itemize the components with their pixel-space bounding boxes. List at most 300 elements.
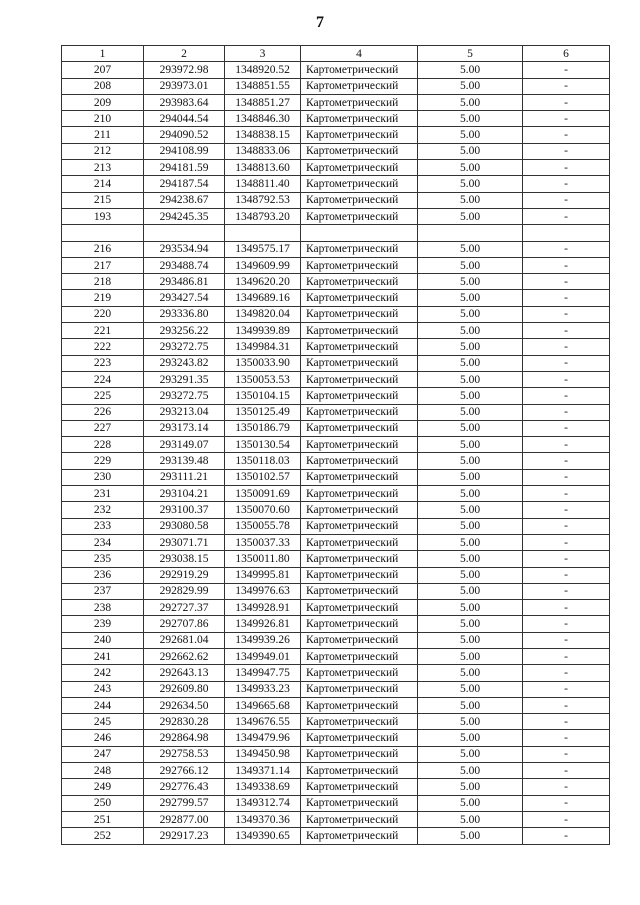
method-cell: Картометрический	[301, 290, 418, 306]
point-number-cell: 214	[62, 176, 144, 192]
accuracy-cell: 5.00	[418, 160, 523, 176]
point-number-cell: 235	[62, 551, 144, 567]
x-coordinate-cell: 292864.98	[144, 730, 225, 746]
y-coordinate-cell: 1350091.69	[225, 486, 301, 502]
x-coordinate-cell: 294245.35	[144, 208, 225, 224]
accuracy-cell: 5.00	[418, 127, 523, 143]
table-row	[62, 339, 610, 355]
table-row	[62, 257, 610, 273]
point-number-cell: 232	[62, 502, 144, 518]
point-number-cell: 226	[62, 404, 144, 420]
point-number-cell: 224	[62, 371, 144, 387]
method-cell: Картометрический	[301, 746, 418, 762]
description-cell: -	[523, 290, 610, 306]
y-coordinate-cell: 1349928.91	[225, 600, 301, 616]
table-row	[62, 323, 610, 339]
x-coordinate-cell	[144, 225, 225, 241]
y-coordinate-cell: 1350037.33	[225, 534, 301, 550]
x-coordinate-cell: 292799.57	[144, 795, 225, 811]
x-coordinate-cell: 293291.35	[144, 371, 225, 387]
point-number-cell: 245	[62, 714, 144, 730]
accuracy-cell: 5.00	[418, 763, 523, 779]
method-cell: Картометрический	[301, 648, 418, 664]
description-cell: -	[523, 339, 610, 355]
table-row	[62, 274, 610, 290]
table-row	[62, 143, 610, 159]
description-cell: -	[523, 600, 610, 616]
description-cell: -	[523, 681, 610, 697]
y-coordinate-cell: 1349620.20	[225, 274, 301, 290]
point-number-cell: 223	[62, 355, 144, 371]
method-cell: Картометрический	[301, 437, 418, 453]
table-row	[62, 94, 610, 110]
point-number-cell: 247	[62, 746, 144, 762]
column-header: 5	[418, 46, 523, 62]
y-coordinate-cell: 1349312.74	[225, 795, 301, 811]
accuracy-cell: 5.00	[418, 78, 523, 94]
y-coordinate-cell: 1349575.17	[225, 241, 301, 257]
y-coordinate-cell: 1349450.98	[225, 746, 301, 762]
method-cell: Картометрический	[301, 518, 418, 534]
table-row	[62, 306, 610, 322]
x-coordinate-cell: 293973.01	[144, 78, 225, 94]
point-number-cell: 249	[62, 779, 144, 795]
description-cell: -	[523, 127, 610, 143]
y-coordinate-cell: 1349479.96	[225, 730, 301, 746]
method-cell: Картометрический	[301, 62, 418, 78]
description-cell: -	[523, 795, 610, 811]
x-coordinate-cell: 294181.59	[144, 160, 225, 176]
table-row	[62, 502, 610, 518]
description-cell: -	[523, 502, 610, 518]
accuracy-cell: 5.00	[418, 257, 523, 273]
table-row	[62, 62, 610, 78]
description-cell: -	[523, 763, 610, 779]
y-coordinate-cell: 1349947.75	[225, 665, 301, 681]
accuracy-cell: 5.00	[418, 420, 523, 436]
accuracy-cell	[418, 225, 523, 241]
y-coordinate-cell: 1350055.78	[225, 518, 301, 534]
accuracy-cell: 5.00	[418, 192, 523, 208]
y-coordinate-cell: 1349939.89	[225, 323, 301, 339]
description-cell: -	[523, 828, 610, 844]
coordinates-table	[61, 45, 610, 845]
column-header: 2	[144, 46, 225, 62]
method-cell: Картометрический	[301, 616, 418, 632]
table-row	[62, 616, 610, 632]
accuracy-cell: 5.00	[418, 567, 523, 583]
y-coordinate-cell: 1349370.36	[225, 811, 301, 827]
column-header: 4	[301, 46, 418, 62]
x-coordinate-cell: 292727.37	[144, 600, 225, 616]
y-coordinate-cell: 1349949.01	[225, 648, 301, 664]
accuracy-cell: 5.00	[418, 437, 523, 453]
accuracy-cell: 5.00	[418, 339, 523, 355]
description-cell: -	[523, 404, 610, 420]
description-cell: -	[523, 648, 610, 664]
accuracy-cell: 5.00	[418, 388, 523, 404]
method-cell: Картометрический	[301, 323, 418, 339]
y-coordinate-cell	[225, 225, 301, 241]
y-coordinate-cell: 1349676.55	[225, 714, 301, 730]
table-row	[62, 453, 610, 469]
table-row	[62, 127, 610, 143]
point-number-cell: 213	[62, 160, 144, 176]
table-row	[62, 811, 610, 827]
x-coordinate-cell: 293427.54	[144, 290, 225, 306]
x-coordinate-cell: 292776.43	[144, 779, 225, 795]
description-cell: -	[523, 371, 610, 387]
method-cell: Картометрический	[301, 730, 418, 746]
method-cell: Картометрический	[301, 388, 418, 404]
point-number-cell: 248	[62, 763, 144, 779]
description-cell: -	[523, 420, 610, 436]
description-cell: -	[523, 616, 610, 632]
y-coordinate-cell: 1349338.69	[225, 779, 301, 795]
description-cell: -	[523, 257, 610, 273]
accuracy-cell: 5.00	[418, 583, 523, 599]
y-coordinate-cell: 1350130.54	[225, 437, 301, 453]
point-number-cell: 238	[62, 600, 144, 616]
description-cell: -	[523, 697, 610, 713]
x-coordinate-cell: 293173.14	[144, 420, 225, 436]
y-coordinate-cell: 1349371.14	[225, 763, 301, 779]
x-coordinate-cell: 294108.99	[144, 143, 225, 159]
method-cell: Картометрический	[301, 795, 418, 811]
x-coordinate-cell: 292877.00	[144, 811, 225, 827]
point-number-cell: 222	[62, 339, 144, 355]
point-number-cell: 241	[62, 648, 144, 664]
table-row	[62, 779, 610, 795]
description-cell: -	[523, 486, 610, 502]
description-cell: -	[523, 534, 610, 550]
point-number-cell: 215	[62, 192, 144, 208]
method-cell: Картометрический	[301, 567, 418, 583]
description-cell: -	[523, 192, 610, 208]
method-cell: Картометрический	[301, 241, 418, 257]
accuracy-cell: 5.00	[418, 779, 523, 795]
table-row	[62, 486, 610, 502]
description-cell: -	[523, 665, 610, 681]
table-row	[62, 160, 610, 176]
description-cell: -	[523, 160, 610, 176]
y-coordinate-cell: 1349995.81	[225, 567, 301, 583]
y-coordinate-cell: 1349939.26	[225, 632, 301, 648]
y-coordinate-cell: 1349665.68	[225, 697, 301, 713]
point-number-cell: 221	[62, 323, 144, 339]
x-coordinate-cell: 292766.12	[144, 763, 225, 779]
accuracy-cell: 5.00	[418, 681, 523, 697]
description-cell: -	[523, 583, 610, 599]
description-cell: -	[523, 518, 610, 534]
method-cell: Картометрический	[301, 486, 418, 502]
description-cell: -	[523, 208, 610, 224]
point-number-cell	[62, 225, 144, 241]
method-cell	[301, 225, 418, 241]
accuracy-cell: 5.00	[418, 486, 523, 502]
point-number-cell: 237	[62, 583, 144, 599]
method-cell: Картометрический	[301, 127, 418, 143]
y-coordinate-cell: 1349609.99	[225, 257, 301, 273]
table-row	[62, 404, 610, 420]
accuracy-cell: 5.00	[418, 453, 523, 469]
table-body	[62, 62, 610, 844]
x-coordinate-cell: 293243.82	[144, 355, 225, 371]
method-cell: Картометрический	[301, 600, 418, 616]
description-cell: -	[523, 388, 610, 404]
table-row	[62, 681, 610, 697]
accuracy-cell: 5.00	[418, 323, 523, 339]
accuracy-cell: 5.00	[418, 111, 523, 127]
point-number-cell: 252	[62, 828, 144, 844]
point-number-cell: 240	[62, 632, 144, 648]
point-number-cell: 209	[62, 94, 144, 110]
x-coordinate-cell: 293272.75	[144, 339, 225, 355]
table-row	[62, 763, 610, 779]
table-row	[62, 583, 610, 599]
x-coordinate-cell: 293534.94	[144, 241, 225, 257]
point-number-cell: 239	[62, 616, 144, 632]
method-cell: Картометрический	[301, 534, 418, 550]
y-coordinate-cell: 1350070.60	[225, 502, 301, 518]
table-row	[62, 192, 610, 208]
accuracy-cell: 5.00	[418, 290, 523, 306]
table-row	[62, 730, 610, 746]
table-row	[62, 355, 610, 371]
y-coordinate-cell: 1350053.53	[225, 371, 301, 387]
point-number-cell: 231	[62, 486, 144, 502]
table-row	[62, 567, 610, 583]
y-coordinate-cell: 1348846.30	[225, 111, 301, 127]
y-coordinate-cell: 1350118.03	[225, 453, 301, 469]
method-cell: Картометрический	[301, 94, 418, 110]
description-cell: -	[523, 714, 610, 730]
x-coordinate-cell: 293256.22	[144, 323, 225, 339]
accuracy-cell: 5.00	[418, 665, 523, 681]
point-number-cell: 228	[62, 437, 144, 453]
x-coordinate-cell: 293139.48	[144, 453, 225, 469]
description-cell: -	[523, 469, 610, 485]
table-row	[62, 437, 610, 453]
x-coordinate-cell: 292758.53	[144, 746, 225, 762]
point-number-cell: 212	[62, 143, 144, 159]
table-row	[62, 600, 610, 616]
point-number-cell: 210	[62, 111, 144, 127]
method-cell: Картометрический	[301, 143, 418, 159]
table-row	[62, 225, 610, 241]
accuracy-cell: 5.00	[418, 306, 523, 322]
table-row	[62, 78, 610, 94]
method-cell: Картометрический	[301, 192, 418, 208]
description-cell: -	[523, 274, 610, 290]
column-header: 1	[62, 46, 144, 62]
accuracy-cell: 5.00	[418, 469, 523, 485]
accuracy-cell: 5.00	[418, 714, 523, 730]
accuracy-cell: 5.00	[418, 274, 523, 290]
y-coordinate-cell: 1348851.27	[225, 94, 301, 110]
x-coordinate-cell: 292662.62	[144, 648, 225, 664]
method-cell: Картометрический	[301, 453, 418, 469]
accuracy-cell: 5.00	[418, 143, 523, 159]
method-cell: Картометрический	[301, 697, 418, 713]
point-number-cell: 246	[62, 730, 144, 746]
column-header: 3	[225, 46, 301, 62]
y-coordinate-cell: 1348811.40	[225, 176, 301, 192]
table-row	[62, 746, 610, 762]
accuracy-cell: 5.00	[418, 730, 523, 746]
point-number-cell: 236	[62, 567, 144, 583]
x-coordinate-cell: 292829.99	[144, 583, 225, 599]
x-coordinate-cell: 292643.13	[144, 665, 225, 681]
x-coordinate-cell: 293488.74	[144, 257, 225, 273]
x-coordinate-cell: 292634.50	[144, 697, 225, 713]
x-coordinate-cell: 294044.54	[144, 111, 225, 127]
point-number-cell: 242	[62, 665, 144, 681]
description-cell: -	[523, 111, 610, 127]
y-coordinate-cell: 1348920.52	[225, 62, 301, 78]
method-cell: Картометрический	[301, 208, 418, 224]
x-coordinate-cell: 293104.21	[144, 486, 225, 502]
description-cell: -	[523, 746, 610, 762]
table-row	[62, 795, 610, 811]
method-cell: Картометрический	[301, 583, 418, 599]
accuracy-cell: 5.00	[418, 355, 523, 371]
point-number-cell: 234	[62, 534, 144, 550]
x-coordinate-cell: 294238.67	[144, 192, 225, 208]
method-cell: Картометрический	[301, 306, 418, 322]
y-coordinate-cell: 1348793.20	[225, 208, 301, 224]
table-row	[62, 665, 610, 681]
method-cell: Картометрический	[301, 469, 418, 485]
x-coordinate-cell: 294187.54	[144, 176, 225, 192]
method-cell: Картометрический	[301, 502, 418, 518]
description-cell: -	[523, 143, 610, 159]
description-cell: -	[523, 176, 610, 192]
description-cell	[523, 225, 610, 241]
point-number-cell: 208	[62, 78, 144, 94]
table-row	[62, 648, 610, 664]
method-cell: Картометрический	[301, 714, 418, 730]
table-row	[62, 551, 610, 567]
description-cell: -	[523, 811, 610, 827]
accuracy-cell: 5.00	[418, 697, 523, 713]
y-coordinate-cell: 1349976.63	[225, 583, 301, 599]
x-coordinate-cell: 292707.86	[144, 616, 225, 632]
x-coordinate-cell: 293071.71	[144, 534, 225, 550]
point-number-cell: 217	[62, 257, 144, 273]
accuracy-cell: 5.00	[418, 648, 523, 664]
y-coordinate-cell: 1348833.06	[225, 143, 301, 159]
accuracy-cell: 5.00	[418, 208, 523, 224]
table-row	[62, 420, 610, 436]
y-coordinate-cell: 1350104.15	[225, 388, 301, 404]
method-cell: Картометрический	[301, 763, 418, 779]
x-coordinate-cell: 292917.23	[144, 828, 225, 844]
accuracy-cell: 5.00	[418, 534, 523, 550]
description-cell: -	[523, 779, 610, 795]
method-cell: Картометрический	[301, 176, 418, 192]
x-coordinate-cell: 292830.28	[144, 714, 225, 730]
point-number-cell: 233	[62, 518, 144, 534]
table-header-row	[62, 46, 610, 62]
method-cell: Картометрический	[301, 339, 418, 355]
accuracy-cell: 5.00	[418, 811, 523, 827]
method-cell: Картометрический	[301, 274, 418, 290]
description-cell: -	[523, 551, 610, 567]
x-coordinate-cell: 292609.80	[144, 681, 225, 697]
x-coordinate-cell: 293983.64	[144, 94, 225, 110]
description-cell: -	[523, 78, 610, 94]
x-coordinate-cell: 293336.80	[144, 306, 225, 322]
point-number-cell: 220	[62, 306, 144, 322]
point-number-cell: 244	[62, 697, 144, 713]
description-cell: -	[523, 323, 610, 339]
x-coordinate-cell: 292919.29	[144, 567, 225, 583]
x-coordinate-cell: 293149.07	[144, 437, 225, 453]
table-row	[62, 208, 610, 224]
point-number-cell: 227	[62, 420, 144, 436]
accuracy-cell: 5.00	[418, 241, 523, 257]
x-coordinate-cell: 294090.52	[144, 127, 225, 143]
method-cell: Картометрический	[301, 371, 418, 387]
method-cell: Картометрический	[301, 811, 418, 827]
x-coordinate-cell: 293972.98	[144, 62, 225, 78]
accuracy-cell: 5.00	[418, 371, 523, 387]
y-coordinate-cell: 1350033.90	[225, 355, 301, 371]
point-number-cell: 230	[62, 469, 144, 485]
y-coordinate-cell: 1349390.65	[225, 828, 301, 844]
y-coordinate-cell: 1348838.15	[225, 127, 301, 143]
description-cell: -	[523, 567, 610, 583]
accuracy-cell: 5.00	[418, 746, 523, 762]
x-coordinate-cell: 293486.81	[144, 274, 225, 290]
table-row	[62, 697, 610, 713]
description-cell: -	[523, 632, 610, 648]
x-coordinate-cell: 293038.15	[144, 551, 225, 567]
accuracy-cell: 5.00	[418, 828, 523, 844]
table-row	[62, 714, 610, 730]
point-number-cell: 207	[62, 62, 144, 78]
x-coordinate-cell: 293080.58	[144, 518, 225, 534]
table-row	[62, 176, 610, 192]
point-number-cell: 211	[62, 127, 144, 143]
point-number-cell: 251	[62, 811, 144, 827]
table-row	[62, 111, 610, 127]
accuracy-cell: 5.00	[418, 518, 523, 534]
point-number-cell: 243	[62, 681, 144, 697]
y-coordinate-cell: 1348792.53	[225, 192, 301, 208]
description-cell: -	[523, 241, 610, 257]
y-coordinate-cell: 1349926.81	[225, 616, 301, 632]
table-row	[62, 828, 610, 844]
accuracy-cell: 5.00	[418, 62, 523, 78]
table-row	[62, 388, 610, 404]
method-cell: Картометрический	[301, 404, 418, 420]
description-cell: -	[523, 437, 610, 453]
table-row	[62, 371, 610, 387]
description-cell: -	[523, 355, 610, 371]
x-coordinate-cell: 293213.04	[144, 404, 225, 420]
accuracy-cell: 5.00	[418, 600, 523, 616]
method-cell: Картометрический	[301, 779, 418, 795]
description-cell: -	[523, 306, 610, 322]
y-coordinate-cell: 1350186.79	[225, 420, 301, 436]
y-coordinate-cell: 1350125.49	[225, 404, 301, 420]
method-cell: Картометрический	[301, 828, 418, 844]
point-number-cell: 216	[62, 241, 144, 257]
column-header: 6	[523, 46, 610, 62]
y-coordinate-cell: 1350102.57	[225, 469, 301, 485]
